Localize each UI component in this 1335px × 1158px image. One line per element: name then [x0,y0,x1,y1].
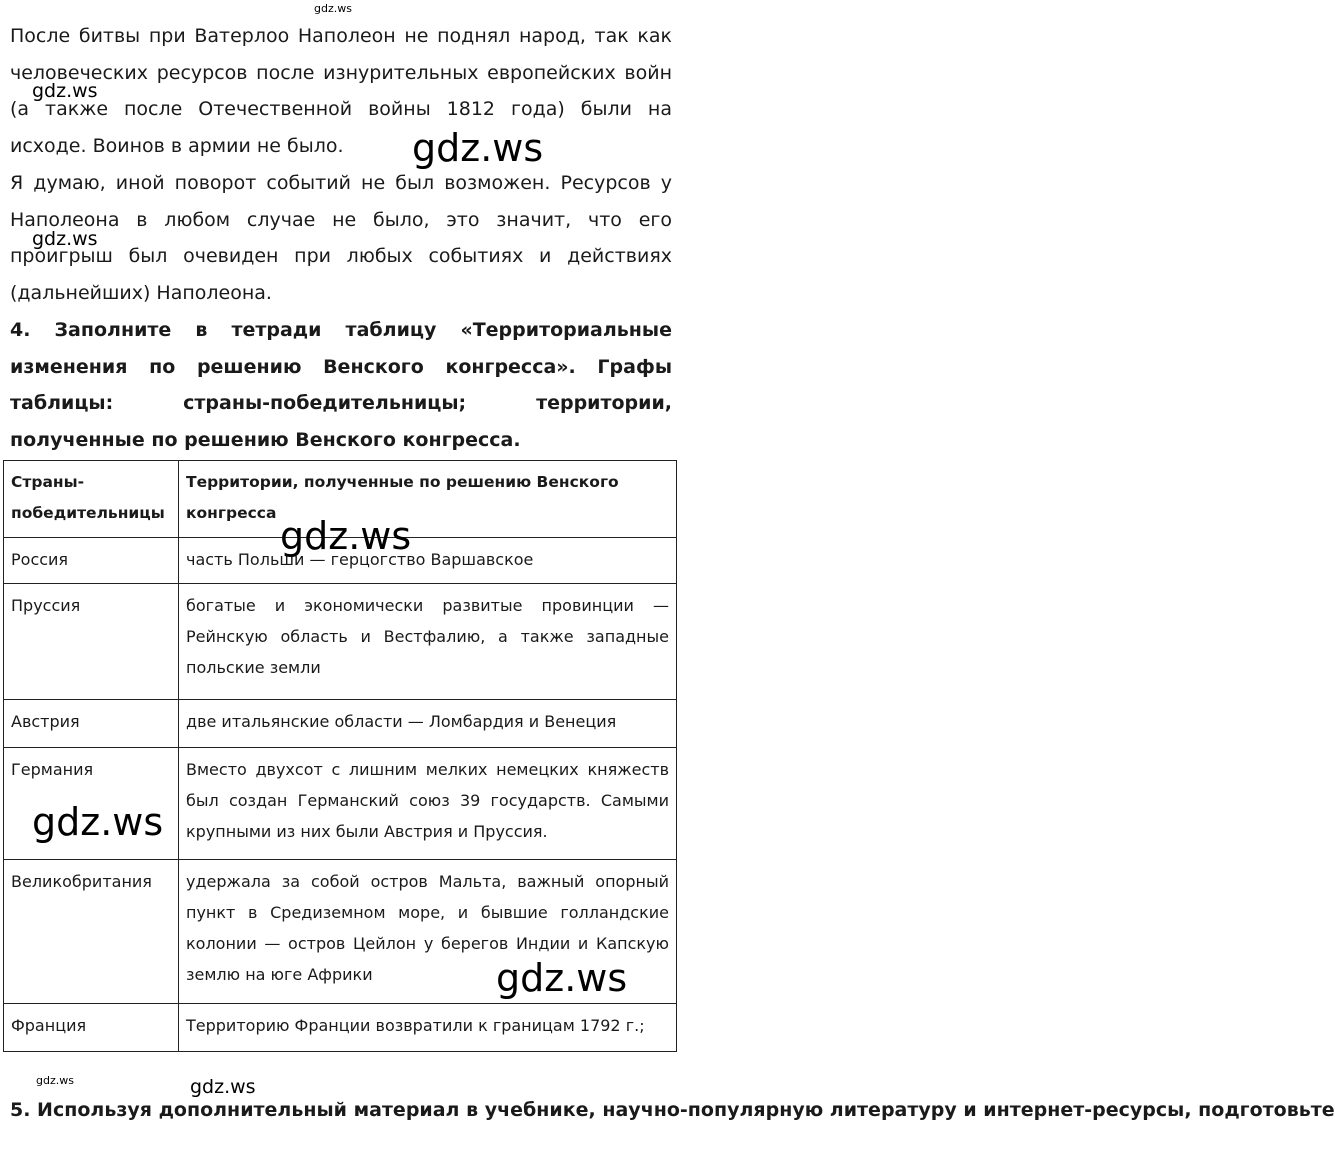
cell-territory: две итальянские области — Ломбардия и Венеция [179,700,677,748]
task-5-heading: 5. Используя дополнительный материал в учебнике, научно-популярную литературу и интернет-ресурсы, подготовьте [10,1099,1335,1121]
cell-country: Австрия [4,700,179,748]
cell-country: Пруссия [4,584,179,700]
table-row [4,700,677,748]
watermark-logo: gdz.ws [314,2,352,15]
cell-country: Франция [4,1004,179,1052]
watermark-logo: gdz.ws [36,1074,74,1087]
header-territories: Территории, полученные по решению Венского конгресса [179,461,677,538]
watermark-logo: gdz.ws [32,800,164,844]
cell-country: Германия [4,748,179,860]
cell-country: Великобритания [4,860,179,1004]
watermark-logo: gdz.ws [190,1076,256,1098]
answer-paragraph-1: После битвы при Ватерлоо Наполеон не поднял народ, так как человеческих ресурсов после изнурительных европейских войн (а также после Отечественной войны 1812 года) были на исходе. Воинов в армии не было. [10,25,672,157]
watermark-logo: gdz.ws [32,80,98,102]
table-row [4,584,677,700]
watermark-logo: gdz.ws [412,126,544,170]
cell-territory: Вместо двухсот с лишним мелких немецких княжеств был создан Германский союз 39 государств. Самыми крупными из них были Австрия и Пруссия. [179,748,677,860]
cell-territory: Территорию Франции возвратили к границам 1792 г.; [179,1004,677,1052]
watermark-logo: gdz.ws [32,228,98,250]
cell-territory: удержала за собой остров Мальта, важный опорный пункт в Средиземном море, и бывшие голландские колонии — остров Цейлон у берегов Индии и Капскую землю на юге Африки [179,860,677,1004]
cell-territory: часть Польши — герцогство Варшавское [179,538,677,584]
watermark-logo: gdz.ws [280,514,412,558]
table-row [4,1004,677,1052]
task-4-heading: 4. Заполните в тетради таблицу «Территориальные изменения по решению Венского конгресса». Графы таблицы: страны-победительницы; территории, полученные по решению Венского конгресса. [10,319,672,451]
cell-country: Россия [4,538,179,584]
watermark-logo: gdz.ws [496,956,628,1000]
answer-paragraph-2: Я думаю, иной поворот событий не был возможен. Ресурсов у Наполеона в любом случае не было, это значит, что его проигрыш был очевиден при любых событиях и действиях (дальнейших) Наполеона. [10,172,672,304]
header-countries: Страны-победительницы [4,461,179,538]
cell-territory: богатые и экономически развитые провинции — Рейнскую область и Вестфалию, а также западные польские земли [179,584,677,700]
